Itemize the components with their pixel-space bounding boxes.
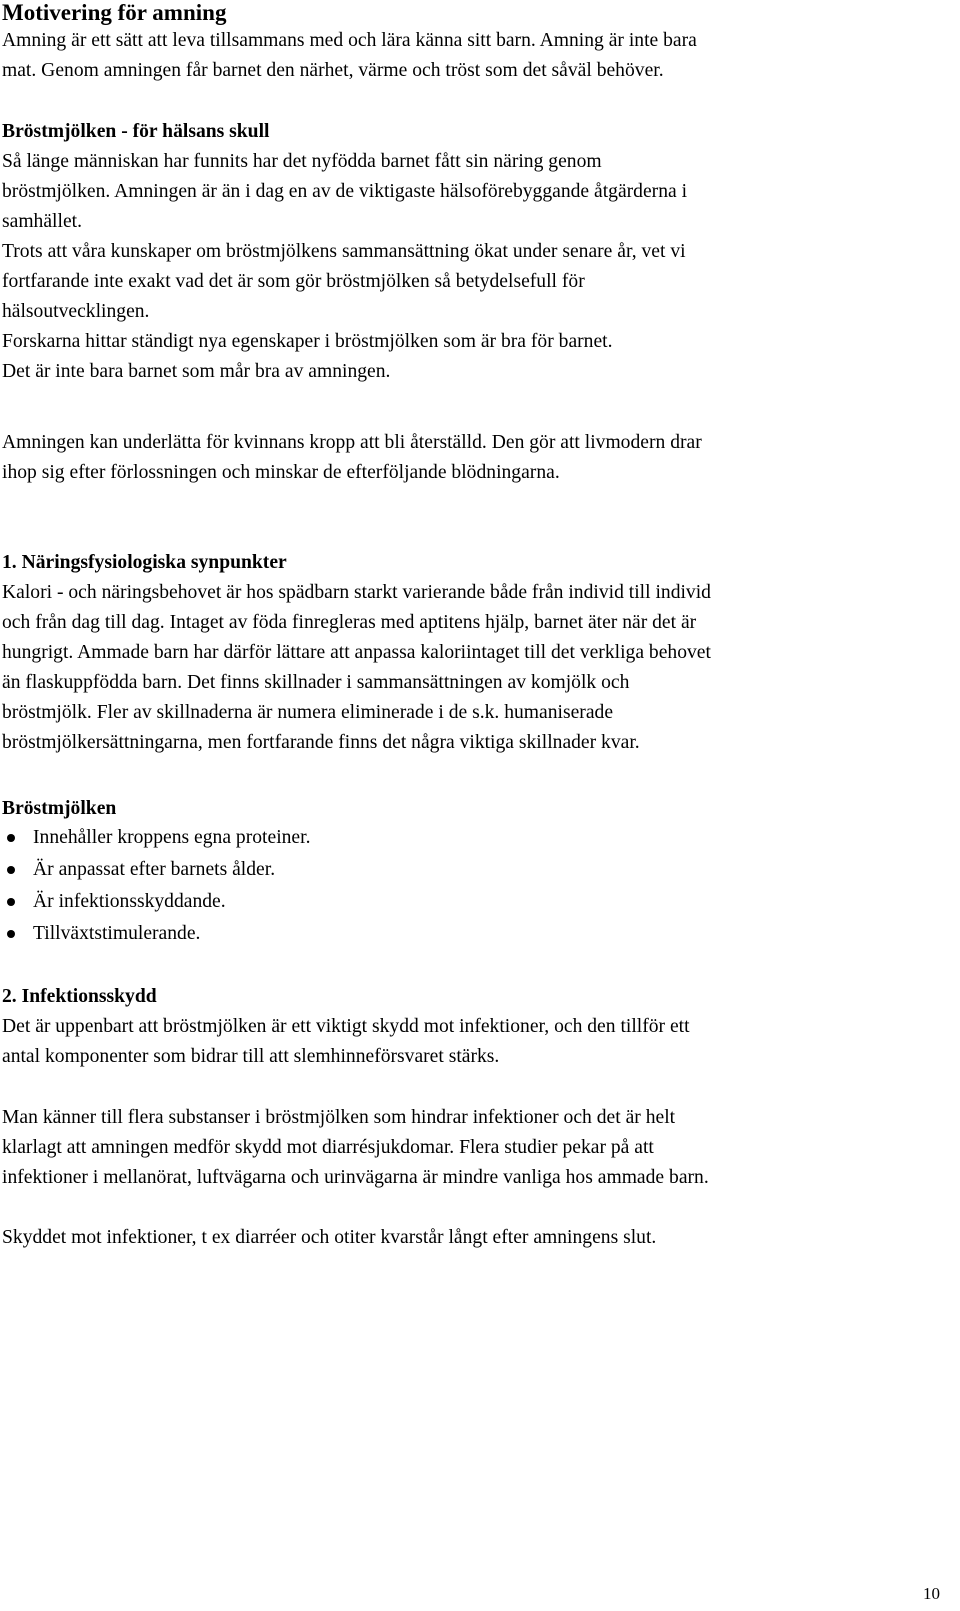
section-heading: 2. Infektionsskydd xyxy=(2,986,157,1007)
bullet-list xyxy=(2,822,952,950)
paragraph-line: bröstmjölk. Fler av skillnaderna är numera eliminerade i de s.k. humaniserade xyxy=(2,702,614,723)
section-motivering xyxy=(2,0,952,86)
paragraph-line: Det är inte bara barnet som mår bra av amningen. xyxy=(2,361,391,382)
section-heading: Bröstmjölken xyxy=(2,798,117,819)
paragraph-line: Forskarna hittar ständigt nya egenskaper i bröstmjölken som är bra för barnet. xyxy=(2,331,613,352)
paragraph-line: bröstmjölken. Amningen är än i dag en av de viktigaste hälsoförebyggande åtgärderna i xyxy=(2,181,688,202)
list-item-text: Innehåller kroppens egna proteiner. xyxy=(33,827,311,848)
list-item xyxy=(2,822,952,854)
paragraph-line: Skyddet mot infektioner, t ex diarréer och otiter kvarstår långt efter amningens slut. xyxy=(2,1227,657,1248)
section-brostmjolken xyxy=(2,794,952,824)
section-heading: Bröstmjölken - för hälsans skull xyxy=(2,121,270,142)
section-naring xyxy=(2,548,952,758)
paragraph-line: Man känner till flera substanser i bröstmjölken som hindrar infektioner och det är helt xyxy=(2,1107,676,1128)
section-heading: Motivering för amning xyxy=(2,0,227,25)
section-kropp xyxy=(2,428,952,488)
list-item-text: Är anpassat efter barnets ålder. xyxy=(33,859,276,880)
paragraph-line: samhället. xyxy=(2,211,82,232)
list-item xyxy=(2,886,952,918)
paragraph-line: infektioner i mellanörat, luftvägarna och urinvägarna är mindre vanliga hos ammade barn. xyxy=(2,1167,709,1188)
paragraph-line: och från dag till dag. Intaget av föda finregleras med aptitens hjälp, barnet äter när det är xyxy=(2,612,697,633)
list-item xyxy=(2,854,952,886)
bullet-icon xyxy=(7,834,15,842)
list-item-text: Tillväxtstimulerande. xyxy=(33,923,201,944)
section-skyddet xyxy=(2,1223,952,1253)
paragraph-line: Trots att våra kunskaper om bröstmjölkens sammansättning ökat under senare år, vet vi xyxy=(2,241,686,262)
paragraph-line: fortfarande inte exakt vad det är som gör bröstmjölken så betydelsefull för xyxy=(2,271,585,292)
section-substanser xyxy=(2,1103,952,1193)
paragraph-line: Det är uppenbart att bröstmjölken är ett viktigt skydd mot infektioner, och den tillför ett xyxy=(2,1016,690,1037)
paragraph-line: Amningen kan underlätta för kvinnans kropp att bli återställd. Den gör att livmodern drar xyxy=(2,432,702,453)
bullet-icon xyxy=(7,866,15,874)
section-halsa xyxy=(2,117,952,387)
paragraph-line: Så länge människan har funnits har det nyfödda barnet fått sin näring genom xyxy=(2,151,602,172)
paragraph-line: mat. Genom amningen får barnet den närhet, värme och tröst som det såväl behöver. xyxy=(2,60,664,81)
paragraph-line: hungrigt. Ammade barn har därför lättare att anpassa kaloriintaget till det verkliga behovet xyxy=(2,642,711,663)
list-item xyxy=(2,918,952,950)
paragraph-line: antal komponenter som bidrar till att slemhinneförsvaret stärks. xyxy=(2,1046,500,1067)
paragraph-line: ihop sig efter förlossningen och minskar de efterföljande blödningarna. xyxy=(2,462,560,483)
bullet-icon xyxy=(7,898,15,906)
paragraph-line: Kalori - och näringsbehovet är hos spädbarn starkt varierande både från individ till individ xyxy=(2,582,711,603)
bullet-icon xyxy=(7,930,15,938)
paragraph-line: Amning är ett sätt att leva tillsammans med och lära känna sitt barn. Amning är inte bara xyxy=(2,30,697,51)
section-heading: 1. Näringsfysiologiska synpunkter xyxy=(2,552,287,573)
section-infektion xyxy=(2,982,952,1072)
paragraph-line: än flaskuppfödda barn. Det finns skillnader i sammansättningen av komjölk och xyxy=(2,672,630,693)
paragraph-line: hälsoutvecklingen. xyxy=(2,301,150,322)
paragraph-line: bröstmjölkersättningarna, men fortfarande finns det några viktiga skillnader kvar. xyxy=(2,732,640,753)
page-number: 10 xyxy=(923,1584,940,1603)
paragraph-line: klarlagt att amningen medför skydd mot diarrésjukdomar. Flera studier pekar på att xyxy=(2,1137,654,1158)
list-item-text: Är infektionsskyddande. xyxy=(33,891,226,912)
